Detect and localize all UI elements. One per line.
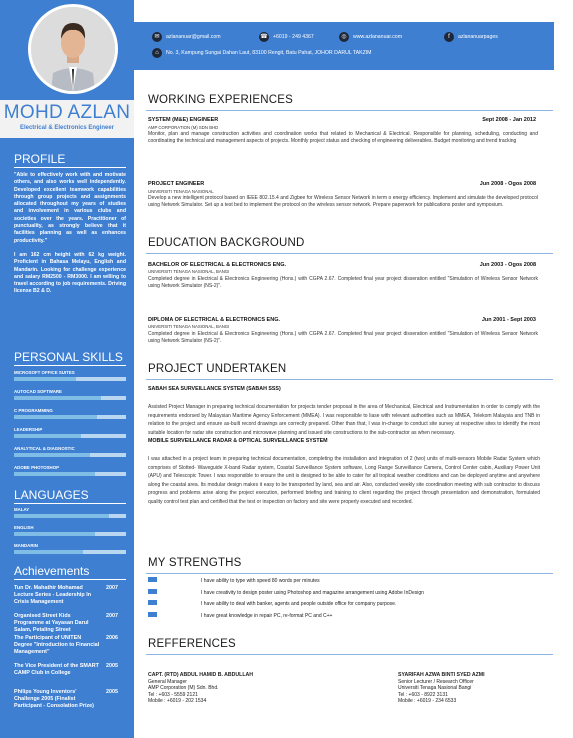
email-icon: ✉ xyxy=(152,32,162,42)
contact-header xyxy=(134,22,554,70)
reference-organization: AMP Corporation (M) Sdn. Bhd. xyxy=(148,685,219,692)
experience-heading: WORKING EXPERIENCES xyxy=(148,94,294,106)
language-bar xyxy=(14,514,126,518)
strength-text: I have ability to deal with banker, agents and people outside office for company purpose. xyxy=(201,601,397,607)
skill-bar xyxy=(14,396,126,400)
job-description: Develop a new intelligent protocol based on IEEE 802.15.4 and Zigbee for Wireless Sensor Network in term o energy efficiency. Implement and simulate the developed protocol using Network Simulator. Set up a test bed to implement the protocol on the wireless sensor network. Prepare paperwork for publications poster and symposium. xyxy=(148,195,538,208)
education-institution: UNIVERSITI TENAGA NASIONAL, BANGI xyxy=(148,324,230,329)
project-description: I was attached in a project team in preparing technical documentation, completing the installation and integration of 2 (two) units of multi-sensors Mobile Radar System which comprises of Slotted- Waveguide X-band Radar system, Coastal Surveillance System software, Long Range Surveillance Camera, Control Center cabin, Auxiliary Power Unit (APU) and Telescopic Tower. I was responsible to ensure the unit is designed to be able to cater for all tropical weather conditions and can be deployed anytime and anywhere along the coastal area. Its modular design makes it easy to be transported by land, sea and air. Also, conducted weekly site coordination meeting with sub contractor to discuss progress and problems arise along the project execution, performed briefing and training to client regarding the project through presentation and demonstration, formulated quality control test plan and certified that the test or inspection on factory and site were properly executed and recorded. xyxy=(148,456,540,505)
skill-bar xyxy=(14,377,126,381)
sidebar xyxy=(0,0,134,738)
person-title: Electrical & Electronics Engineer xyxy=(19,125,115,131)
job-date: Jun 2008 - Ogos 2008 xyxy=(479,181,536,187)
education-heading: EDUCATION BACKGROUND xyxy=(148,237,305,249)
reference-tel: Tel : +603 - 5559 2121 xyxy=(148,691,198,698)
references-divider xyxy=(146,654,553,655)
name-block xyxy=(0,100,134,138)
skill-label: AUTOCAD SOFTWARE xyxy=(14,389,62,394)
contact-phone[interactable]: ☎ +6019 - 249 4367 xyxy=(260,34,314,40)
job-date: Sept 2008 - Jan 2012 xyxy=(482,117,536,123)
profile-paragraph: I am 162 cm height with 62 kg weight. Proficient in Bahasa Melayu, English and Mandarin. Looking for challenge experience and salary RM2500 - RM3000. I am willing to travel according to job requirements. Driving license B2 & D. xyxy=(14,251,126,295)
achievement-year: 2007 xyxy=(106,585,118,591)
skill-label: LEADERSHIP xyxy=(14,427,43,432)
achievements-divider xyxy=(14,579,126,580)
projects-heading: PROJECT UNDERTAKEN xyxy=(148,363,287,375)
achievement-text: The Vice President of the SMART CAMP Club in College xyxy=(14,663,99,676)
reference-role: Senior Lecturer / Research Officer xyxy=(398,678,474,685)
globe-icon: ◎ xyxy=(339,32,349,42)
achievement-year: 2005 xyxy=(106,663,118,669)
skill-bar-fill xyxy=(14,472,95,476)
language-item xyxy=(14,525,126,540)
skill-bar-fill xyxy=(14,453,90,457)
language-bar xyxy=(14,550,126,554)
education-title: DIPLOMA OF ELECTRICAL & ELECTRONICS ENG. xyxy=(148,317,281,323)
language-item xyxy=(14,543,126,558)
job-company: UNIVERSITI TENAGA NASIONAL xyxy=(148,189,214,194)
contact-website[interactable]: ◎ www.azlananuar.com xyxy=(339,32,402,42)
achievement-text: Philips Young Inventors' Challenge 2005 (Finalist Participant - Consolation Prize) xyxy=(14,689,94,709)
bullet-box-icon xyxy=(148,589,157,594)
achievement-item xyxy=(14,613,126,633)
education-date: Jun 2003 - Ogos 2008 xyxy=(479,262,536,268)
avatar xyxy=(28,4,118,94)
bullet-box-icon xyxy=(148,612,157,617)
language-bar-fill xyxy=(14,550,83,554)
strength-text: I have creativity to design poster using Photoshop and magazine arrangement using Adobe InDesign xyxy=(201,589,424,596)
job-title: SYSTEM (M&E) ENGINEER xyxy=(148,117,219,123)
strengths-divider xyxy=(146,573,553,574)
bullet-box-icon xyxy=(148,577,157,582)
phone-icon: ☎ xyxy=(260,34,268,40)
skill-bar-fill xyxy=(14,377,76,381)
contact-email[interactable]: ✉ azlananuar@gmail.com xyxy=(152,32,221,42)
skill-item xyxy=(14,465,126,480)
job-description: Monitor, plan and manage construction activities and coordination works that related to Mechanical & Electrical. Responsible for planning, scheduling, conducting and coordinating the technical and management aspects of projects. Monthly project status and checking of engineering deliverables. Budget monitoring and trend tracking xyxy=(148,131,538,144)
job-company: AMP CORPORATION (M) SDN BHD xyxy=(148,125,219,130)
skill-bar xyxy=(14,434,126,438)
skills-divider xyxy=(14,365,126,366)
job-title: PROJECT ENGINEER xyxy=(148,181,205,187)
reference-tel: Tel : +603 - 8922 3131 xyxy=(398,691,448,698)
project-description: Assisted Project Manager in preparing technical documentation for projects tender proposal in the area of Mechanical, Electrical and Instrumentation in order to comply with the requirements endorsed by Malaysian Maritime Agency Enforcement (MMEA). I was responsible to liase with relevant authorities such as MMEA, Telekom Malaysia and TNB in relation to the project and ensure as-built record drawings are correctly prepared. Other than that, I was in-charge to conduct site survey at respective sites to identify the most suitable location for radar site construction and microwave planning and issued site constructions to the sub-contractor as when necessary. xyxy=(148,404,540,436)
achievement-item xyxy=(14,689,126,709)
skill-item xyxy=(14,370,126,385)
person-name: MOHD AZLAN xyxy=(3,102,131,123)
achievement-item xyxy=(14,635,126,655)
reference-role: General Manager xyxy=(148,678,187,685)
skill-bar xyxy=(14,472,126,476)
profile-paragraph: "Able to effectively work with and motivate others, and also works well independently. Developed excellent teamwork capabilities through group projects and assignments allocated throughout my years of studies and involvement in various clubs and societies over the years. Practitioner of punctuality, as strongly believe that it facilities planning as well as enhances productivity." xyxy=(14,172,126,244)
achievement-text: The Participant of UNITEN Degree "Introduction to Financial Management" xyxy=(14,635,100,655)
skill-label: MICROSOFT OFFICE SUITES xyxy=(14,370,75,375)
project-title: MOBILE SURVEILLANCE RADAR & OPTICAL SURVEILLANCE SYSTEM xyxy=(148,438,328,444)
skill-bar xyxy=(14,415,126,419)
achievement-item xyxy=(14,663,126,677)
education-description: Completed degree in Electrical & Electronics Engineering (Hons.) with CGPA 2.67. Completed final year project disseration entitled "Simulation of Wireless Sensor Network using Network Simulator (NS-2)". xyxy=(148,331,538,344)
language-bar xyxy=(14,532,126,536)
facebook-icon: f xyxy=(444,32,454,42)
reference-name: CAPT. (RTD) ABDUL HAMID B. ABDULLAH xyxy=(148,672,253,678)
strength-text: I have great knowledge in repair PC, re-format PC and C++ xyxy=(201,612,333,619)
reference-card xyxy=(398,672,485,705)
language-label: ENGLISH xyxy=(14,525,34,530)
skill-bar-fill xyxy=(14,396,101,400)
home-icon: ⌂ xyxy=(152,48,162,58)
language-label: MANDARIN xyxy=(14,543,38,548)
achievement-text: Tun Dr. Mahathir Mohamad Lecture Series - Leadership In Crisis Management xyxy=(14,585,91,605)
reference-card xyxy=(148,672,253,705)
education-description: Completed degree in Electrical & Electronics Engineering (Hons.) with CGPA 2.67. Completed final year project disseration entitled "Simulation of Wireless Sensor Network using Network Simulator (NS-2)". xyxy=(148,276,538,289)
profile-heading: PROFILE xyxy=(14,152,66,166)
strengths-heading: MY STRENGTHS xyxy=(148,557,242,569)
skill-label: C PROGRAMMING xyxy=(14,408,53,413)
bullet-box-icon xyxy=(148,600,157,605)
strength-text: I have ability to type with speed 80 words per minutes xyxy=(201,578,320,584)
languages-divider xyxy=(14,503,126,504)
language-bar-fill xyxy=(14,514,109,518)
achievement-year: 2005 xyxy=(106,689,118,695)
achievement-text: Organised Street Kids Programme at Yayasan Darul Salam, Petaling Street xyxy=(14,613,89,633)
experience-divider xyxy=(146,110,553,111)
reference-mobile: Mobile : +6019 - 234 6533 xyxy=(398,698,457,705)
project-title: SABAH SEA SURVEILLANCE SYSTEM (SABAH SSS) xyxy=(148,386,281,392)
profile-divider xyxy=(14,167,126,168)
profile-photo xyxy=(31,7,115,91)
language-label: MALAY xyxy=(14,507,30,512)
skill-label: ANALYTICAL & DIAGNOSTIC xyxy=(14,446,75,451)
skill-bar xyxy=(14,453,126,457)
reference-organization: Universiti Tenaga Nasional Bangi xyxy=(398,685,472,692)
education-date: Jun 2001 - Sept 2003 xyxy=(481,317,536,323)
projects-divider xyxy=(146,379,553,380)
language-bar-fill xyxy=(14,532,95,536)
language-item xyxy=(14,507,126,522)
reference-name: SYARIFAH AZWA BINTI SYED AZMI xyxy=(398,672,485,678)
achievement-year: 2006 xyxy=(106,635,118,641)
education-title: BACHELOR OF ELECTRICAL & ELECTRONICS ENG. xyxy=(148,262,287,268)
languages-heading: LANGUAGES xyxy=(14,488,89,502)
skill-item xyxy=(14,427,126,442)
reference-mobile: Mobile : +6019 - 202 1534 xyxy=(148,698,207,705)
education-institution: UNIVERSITI TENAGA NASIONAL, BANGI xyxy=(148,269,230,274)
skill-item xyxy=(14,389,126,404)
education-divider xyxy=(146,253,553,254)
skill-item xyxy=(14,446,126,461)
skill-item xyxy=(14,408,126,423)
achievements-heading: Achievements xyxy=(14,564,90,578)
skill-bar-fill xyxy=(14,415,97,419)
achievement-item xyxy=(14,585,126,605)
references-heading: REFFERENCES xyxy=(148,638,236,650)
achievement-year: 2007 xyxy=(106,613,118,619)
profile-text xyxy=(14,172,126,296)
contact-address: ⌂ No. 3, Kampung Sungai Dahan Laut, 83100 Rengit, Batu Pahat, JOHOR DARUL TAKZIM xyxy=(152,48,372,58)
skill-label: ADOBE PHOTOSHOP xyxy=(14,465,60,470)
contact-social[interactable]: f azlananuarpages xyxy=(444,32,498,42)
skill-bar-fill xyxy=(14,434,81,438)
skills-heading: PERSONAL SKILLS xyxy=(14,350,123,364)
